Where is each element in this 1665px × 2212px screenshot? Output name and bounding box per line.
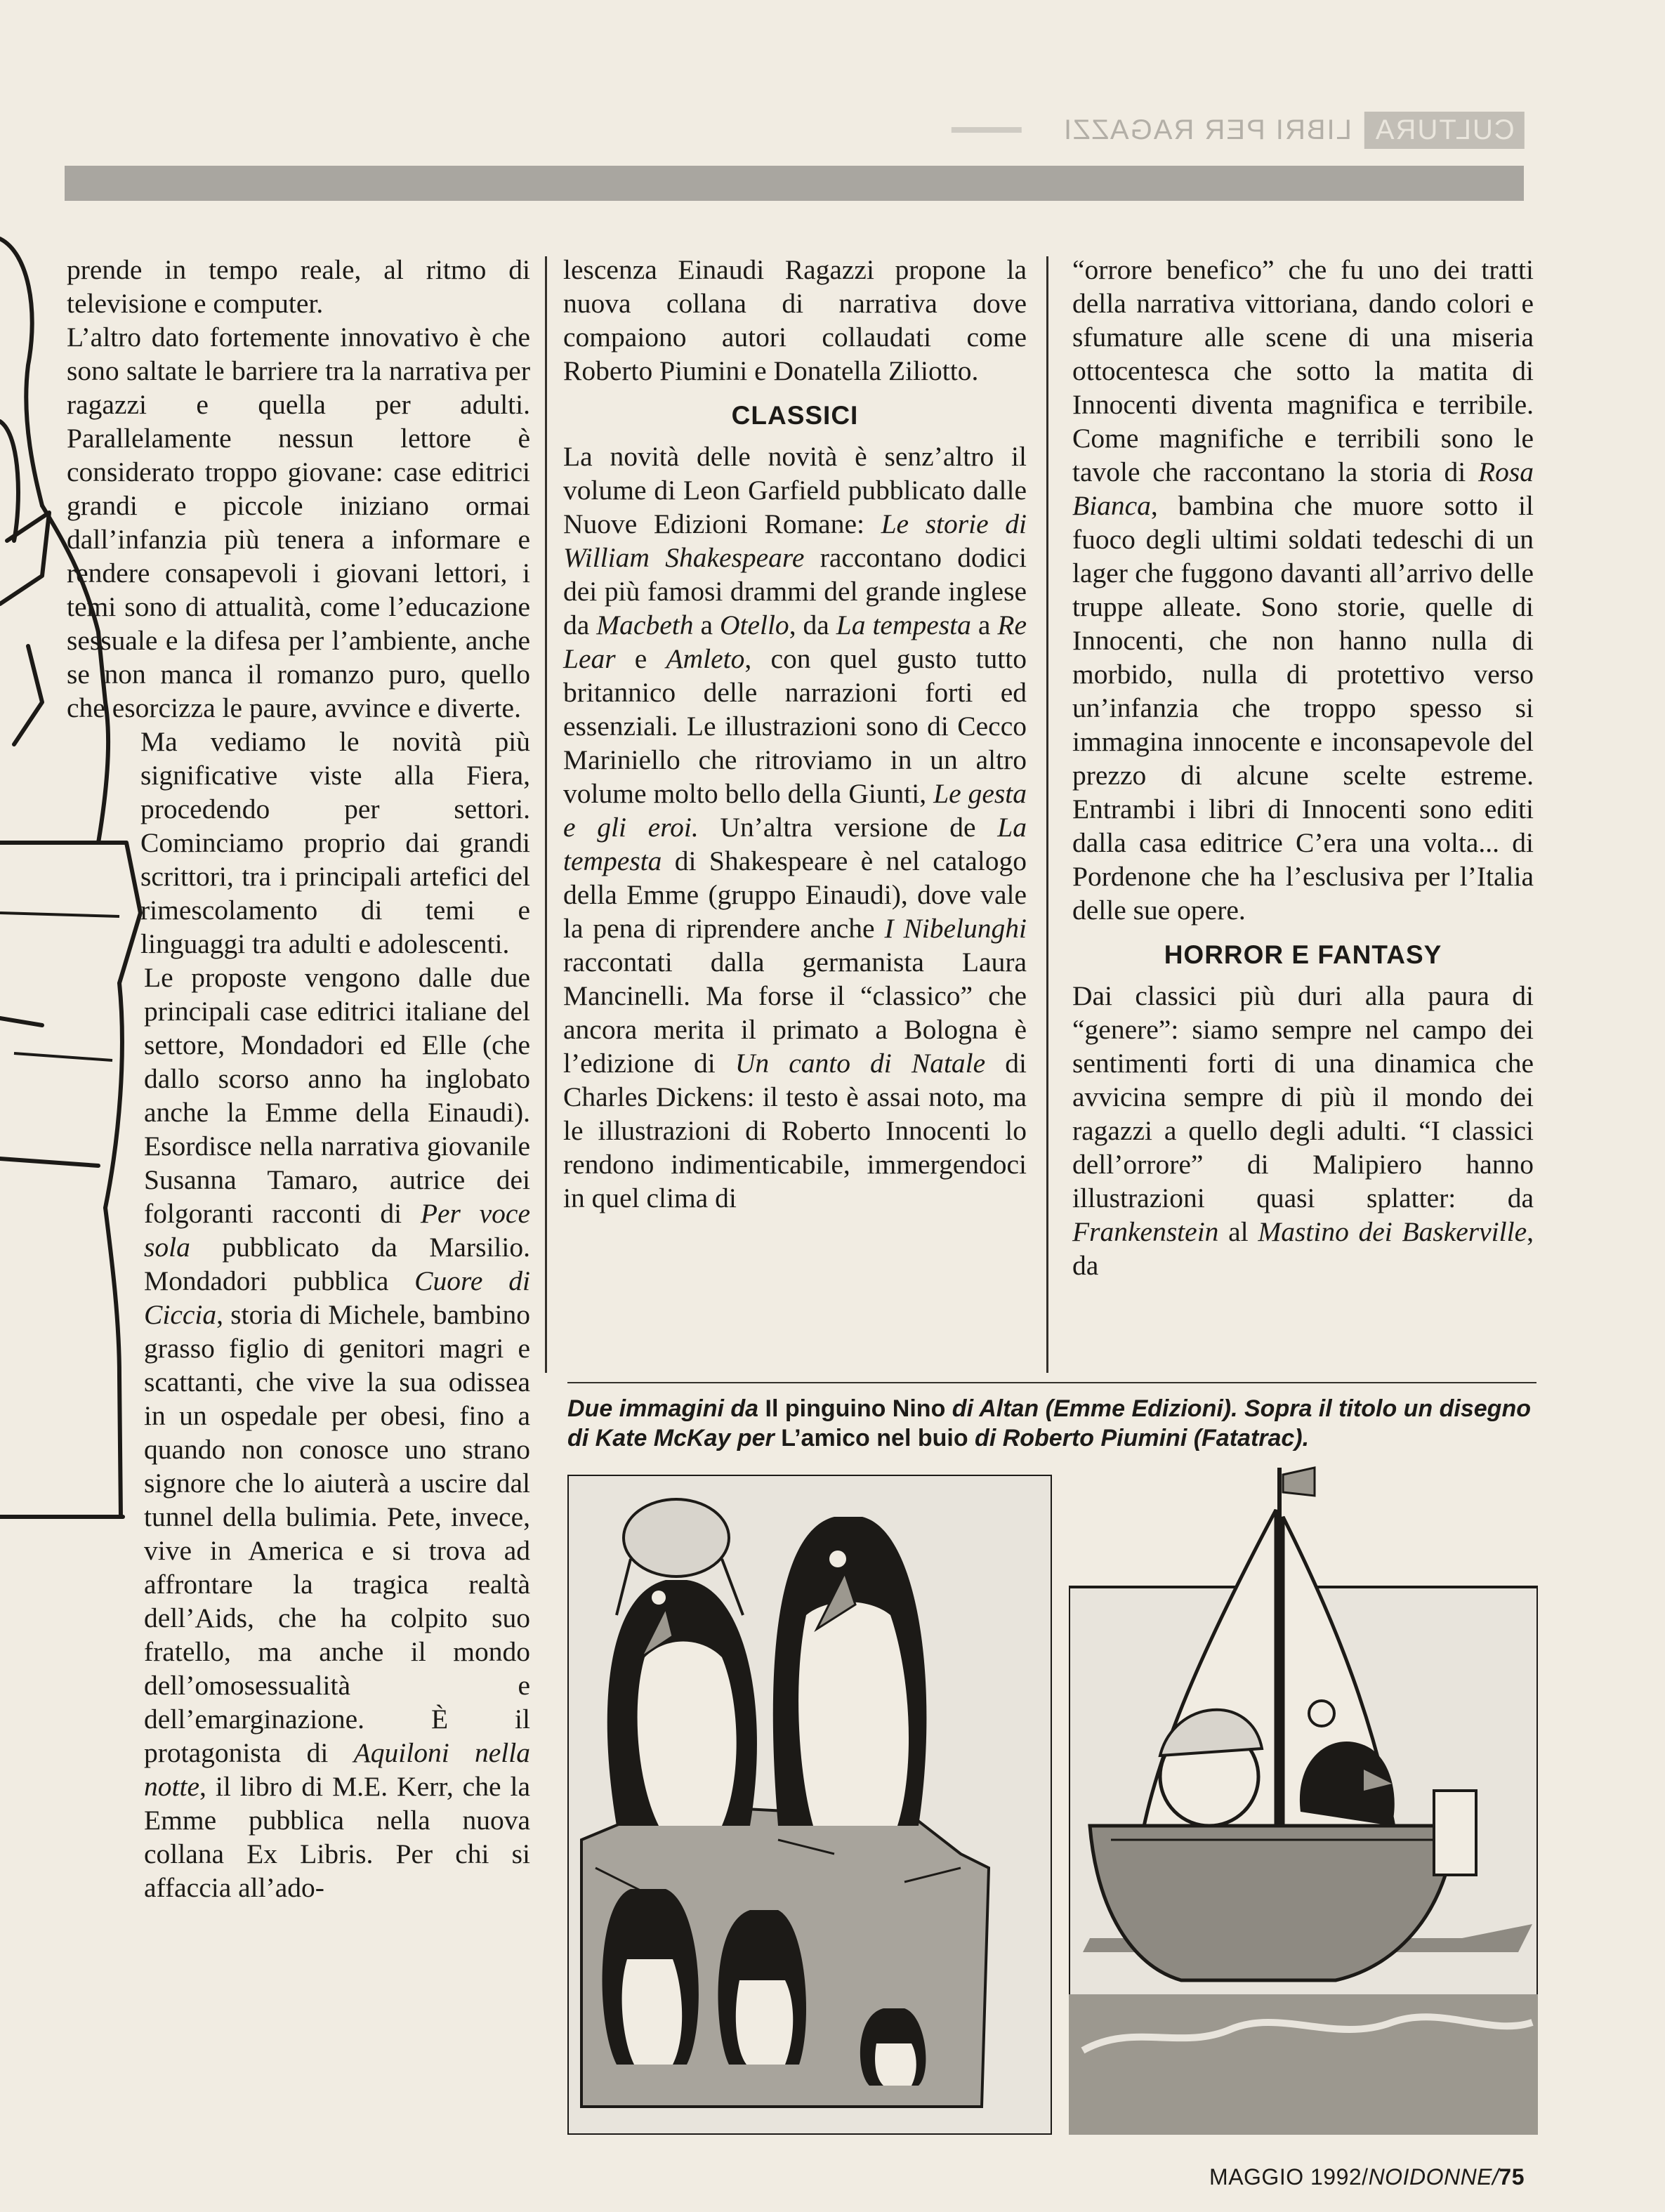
col1-para-1: prende in tempo reale, al ritmo di televisione e computer. xyxy=(67,254,530,319)
col1-para-3: Ma vediamo le novità più significative viste alla Fiera, procedendo per settori. Cominciamo proprio dai grandi scrittori, tra i principali artefici del rimescolamento di temi e linguaggi tra adulti e adolescenti. xyxy=(140,726,530,959)
rubric-ghost-box xyxy=(952,127,1022,133)
col2-para-2: La novità delle novità è senz’altro il volume di Leon Garfield pubblicato dalle Nuove Edizioni Romane: Le storie di William Shakespeare raccontano dodici dei più famosi drammi del grande inglese da Macbeth a Otello, da La tempesta a Re Lear e Amleto, con quel gusto tutto britannico delle narrazioni forti ed essenziali. Le illustrazioni sono di Cecco Mariniello che ritroviamo in un altro volume molto bello della Giunti, Le gesta e gli eroi. Un’altra versione de La tempesta di Shakespeare è nel catalogo della Emme (gruppo Einaudi), dove vale la pena di riprendere anche I Nibelunghi raccontati dalla germanista Laura Mancinelli. Ma forse il “classico” che ancora merita il primato a Bologna è l’edizione di Un canto di Natale di Charles Dickens: il testo è assai noto, ma le illustrazioni di Roberto Innocenti lo rendono indimenticabile, immergendoci in quel clima di xyxy=(563,441,1027,1213)
subhead-classici: CLASSICI xyxy=(731,401,859,430)
rubric-label: CULTURA xyxy=(1364,112,1525,149)
caption-rule xyxy=(567,1382,1536,1383)
column-rule-2 xyxy=(1046,256,1048,1373)
page-folio: MAGGIO 1992/NOIDONNE/75 xyxy=(1209,2164,1525,2190)
article-column-2 xyxy=(563,253,1027,1215)
col3-para-2: Dai classici più duri alla paura di “genere”: siamo sempre nel campo dei sentimenti forti di una dinamica che avvicina sempre di più il mondo dei ragazzi a quello degli adulti. “I classici dell’orrore” di Malipiero hanno illustrazioni quasi splatter: da Frankenstein al Mastino dei Baskerville, da xyxy=(1072,980,1534,1281)
rubric-title: LIBRI PER RAGAZZI xyxy=(1062,114,1353,145)
col1-para-4: Le proposte vengono dalle due principali case editrici italiane del settore, Mondadori ed Elle (che dallo scorso anno ha inglobato anche la Emme della Einaudi). Esordisce nella narrativa giovanile Susanna Tamaro, autrice dei folgoranti racconti di Per voce sola pubblicato da Marsilio. Mondadori pubblica Cuore di Ciccia, storia di Michele, bambino grasso figlio di genitori magri e scattanti, che vive la sua odissea in un ospedale per obesi, fino a quando non conosce uno strano signore che lo aiuterà a uscire dal tunnel della bulimia. Pete, invece, vive in America e si trova ad affrontare la tragica realtà dell’Aids, che ha colpito suo fratello, ma anche il mondo dell’omosessualità e dell’emarginazione. È il protagonista di Aquiloni nella notte, il libro di M.E. Kerr, che la Emme pubblica nella nuova collana Ex Libris. Per chi si affaccia all’ado- xyxy=(144,962,531,1903)
penguins-illustration xyxy=(567,1475,1052,2135)
col1-para-2: L’altro dato fortemente innovativo è che sono saltate le barriere tra la narrativa per ragazzi e quella per adulti. Parallelamente nessun lettore è considerato troppo giovane: case editrici grandi e piccole iniziano ormai dall’infanzia più tenera a informare e rendere consapevoli i giovani lettori, i temi sono di attualità, come l’educazione sessuale e la difesa per l’ambiente, anche se non manca il romanzo puro, quello che esorcizza le paure, avvince e diverte. xyxy=(67,322,530,723)
figure-caption: Due immagini da Il pinguino Nino di Altan (Emme Edizioni). Sopra il titolo un disegno di Kate McKay per L’amico nel buio di Roberto Piumini (Fatatrac). xyxy=(567,1395,1531,1451)
article-column-1 xyxy=(67,253,530,1904)
section-rubric xyxy=(952,105,1525,154)
column-rule-1 xyxy=(545,256,547,1373)
col2-para-1: lescenza Einaudi Ragazzi propone la nuova collana di narrativa dove compaiono autori collaudati come Roberto Piumini e Donatella Ziliotto. xyxy=(563,254,1027,386)
boat-illustration xyxy=(1069,1461,1538,2135)
col3-para-1: “orrore benefico” che fu uno dei tratti della narrativa vittoriana, dando colori e sfumature alle scene di una miseria ottocentesca che sotto la matita di Innocenti diventa magnifica e terribile. Come magnifiche e terribili sono le tavole che raccontano la storia di Rosa Bianca, bambina che muore sotto il fuoco degli ultimi soldati tedeschi di un lager che fuggono davanti all’arrivo delle truppe alleate. Sono storie, quelle di Innocenti, che non hanno nulla di morbido, nulla di protettivo verso un’infanzia che troppo spesso si immagina innocente e inconsapevole del prezzo di alcune scelte estreme. Entrambi i libri di Innocenti sono editi dalla casa editrice C’era una volta... di Pordenone che ha l’esclusiva per l’Italia delle sue opere. xyxy=(1072,254,1534,926)
subhead-horror-fantasy: HORROR E FANTASY xyxy=(1164,940,1442,969)
header-band xyxy=(65,166,1524,201)
article-column-3 xyxy=(1072,253,1534,1282)
